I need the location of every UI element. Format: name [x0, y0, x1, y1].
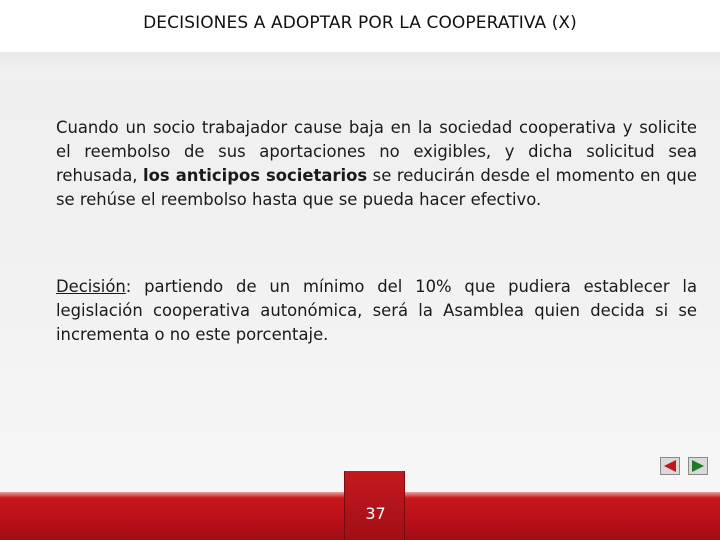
triangle-right-icon	[691, 460, 705, 472]
slide-title: DECISIONES A ADOPTAR POR LA COOPERATIVA (X)	[143, 13, 577, 33]
page-number-box	[344, 471, 405, 540]
page-number: 37	[365, 504, 386, 523]
decision-text: : partiendo de un mínimo del 10% que pudiera establecer la legislación cooperativa autonómica, será la Asamblea quien decida si se incrementa o no este porcentaje.	[56, 277, 697, 344]
paragraph-reembolso	[56, 116, 697, 212]
previous-slide-button[interactable]	[660, 457, 680, 475]
paragraph-1-bold-text: los anticipos societarios	[143, 166, 368, 185]
paragraph-1-text-start: Cuando un socio trabajador cause baja en la sociedad cooperativa y solicite el reembolso de sus aportaciones no exigibles, y dicha solicitud sea rehusada,	[56, 118, 697, 185]
next-slide-button[interactable]	[688, 457, 708, 475]
slide-header	[0, 0, 720, 52]
paragraph-decision	[56, 275, 697, 347]
decision-label: Decisión	[56, 277, 126, 296]
paragraph-1-text-end: se reducirán desde el momento en que se rehúse el reembolso hasta que se pueda hacer efectivo.	[56, 166, 697, 209]
triangle-left-icon	[663, 460, 677, 472]
